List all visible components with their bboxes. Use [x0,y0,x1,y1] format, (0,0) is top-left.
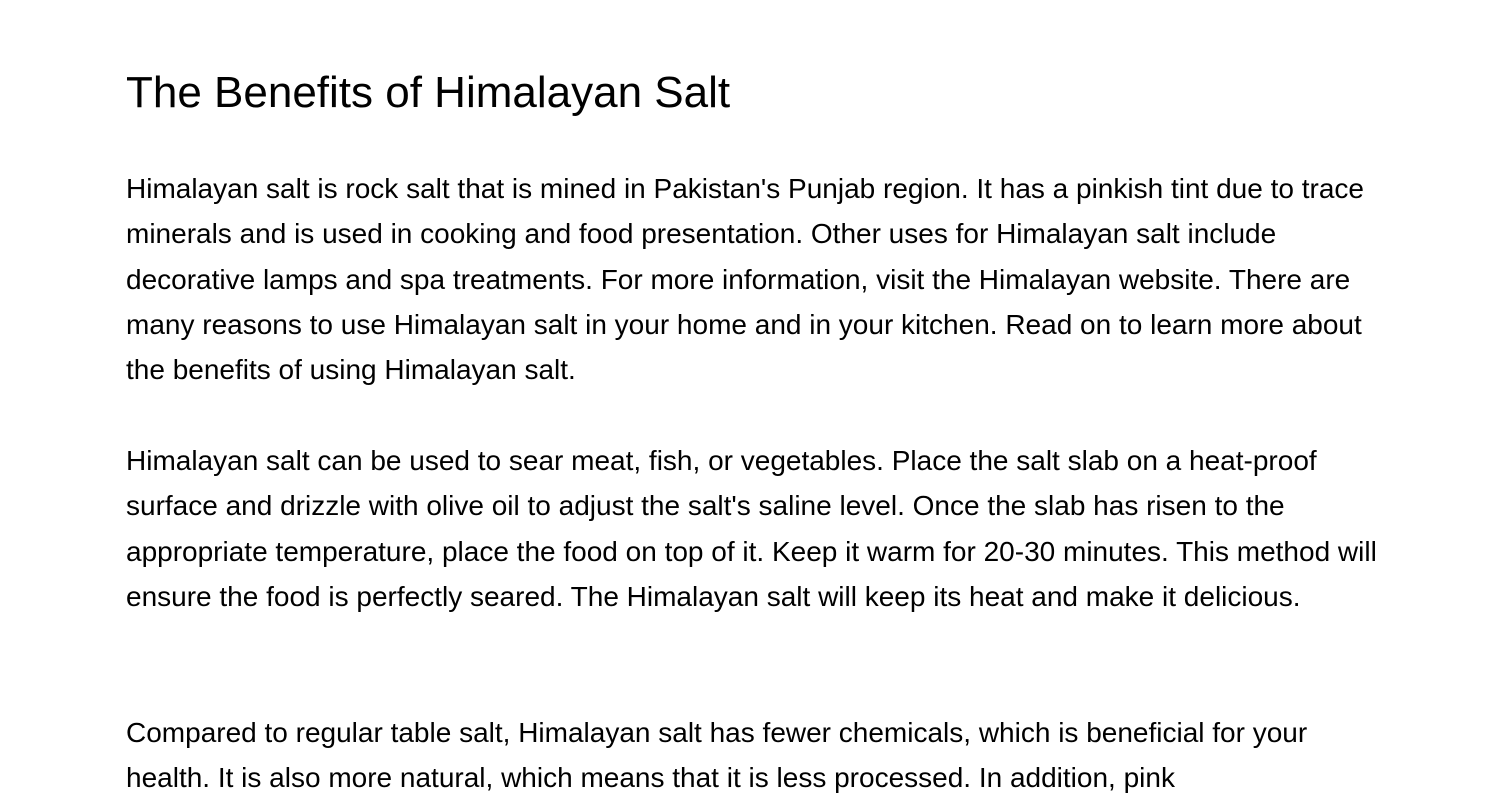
page-title: The Benefits of Himalayan Salt [126,68,731,117]
paragraph-2: Himalayan salt can be used to sear meat, fish, or vegetables. Place the salt slab on a heat-proof surface and drizzle with olive oil to adjust the salt's saline level. Once the slab has risen to the appropriate temperature, place the food on top of it. Keep it warm for 20-30 minutes. This method will ensure the food is perfectly seared. The Himalayan salt will keep its heat and make it delicious. [126,445,1377,612]
paragraph-1: Himalayan salt is rock salt that is mined in Pakistan's Punjab region. It has a pinkish tint due to trace minerals and is used in cooking and food presentation. Other uses for Himalayan salt include decorative lamps and spa treatments. For more information, visit the Himalayan website. There are many reasons to use Himalayan salt in your home and in your kitchen. Read on to learn more about the benefits of using Himalayan salt. [126,173,1364,386]
paragraph-3: Compared to regular table salt, Himalayan salt has fewer chemicals, which is beneficial for your health. It is also more natural, which means that it is less processed. In addition, pink [126,717,1308,794]
